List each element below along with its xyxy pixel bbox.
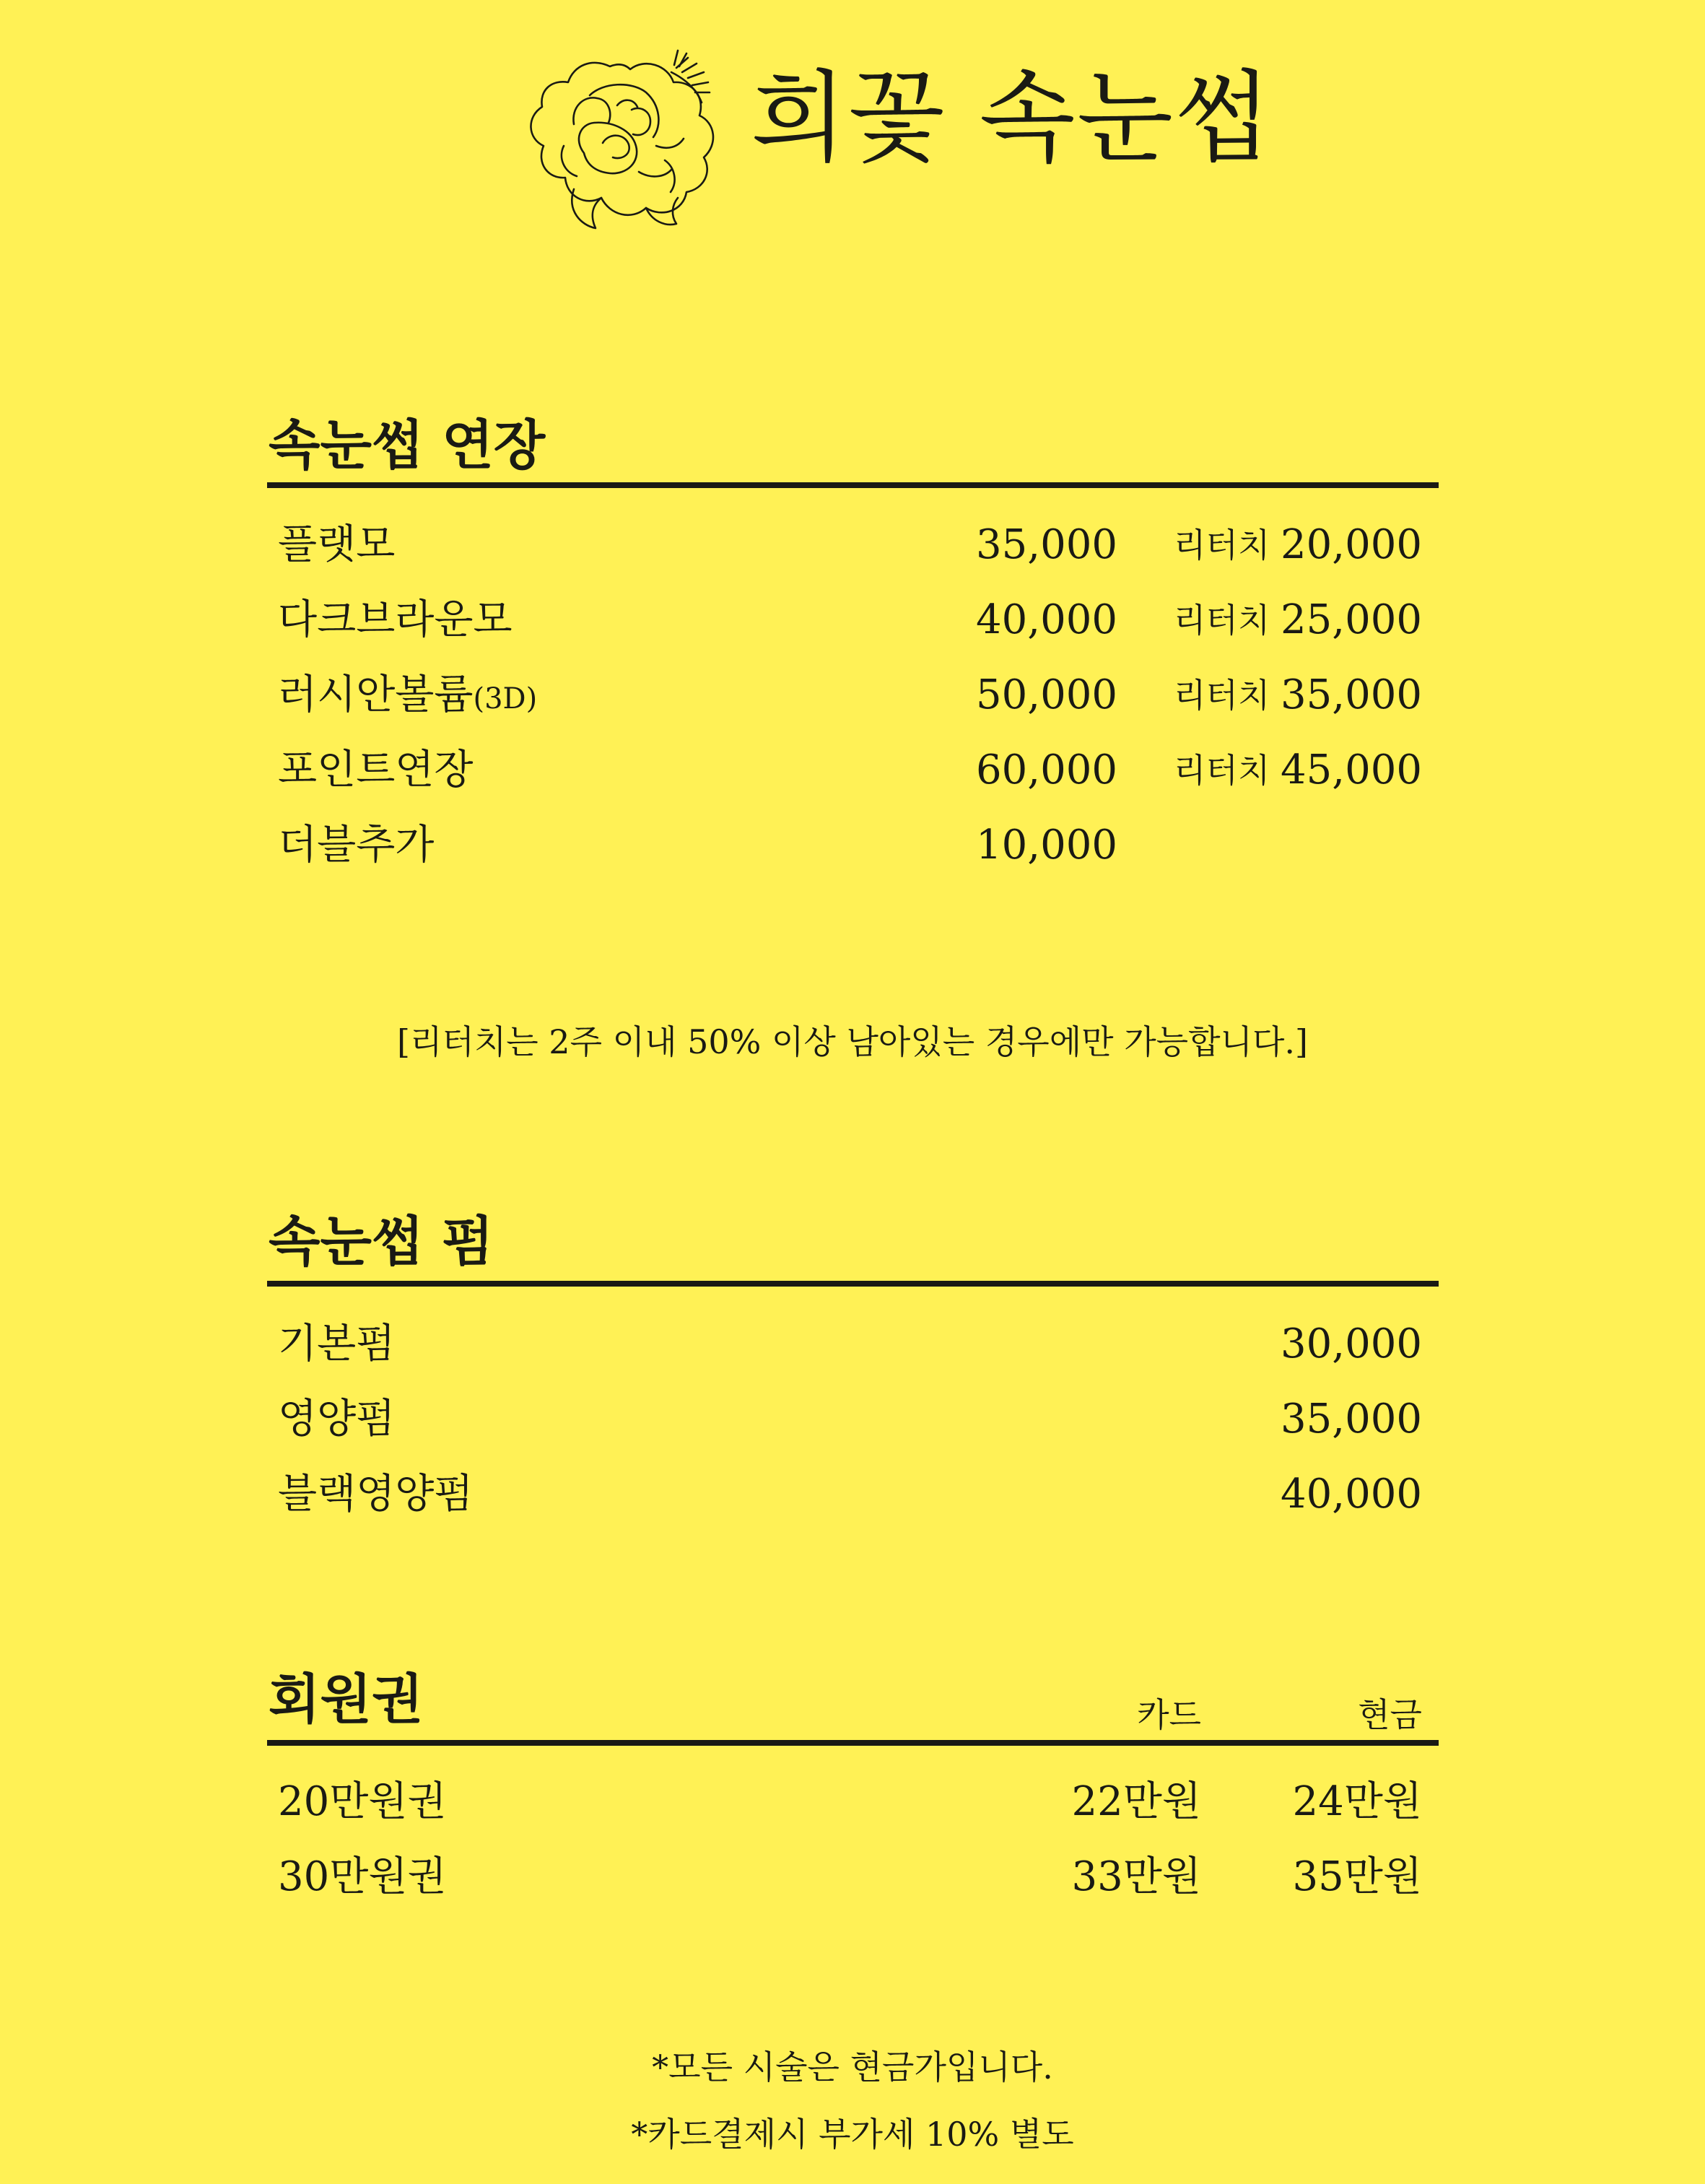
membership-section-title: 회원권	[269, 1669, 424, 1731]
extension-divider	[267, 482, 1439, 488]
item-name: 포인트연장	[278, 747, 474, 793]
perm-row	[0, 1315, 1705, 1373]
item-price: 35,000	[976, 521, 1117, 568]
item-price: 10,000	[976, 822, 1117, 869]
item-price: 40,000	[976, 596, 1117, 643]
cash-price-note: *모든 시술은 현금가입니다.	[652, 2048, 1053, 2087]
retouch-note: [리터치는 2주 이내 50% 이상 남아있는 경우에만 가능합니다.]	[397, 1022, 1308, 1061]
item-price: 50,000	[976, 671, 1117, 718]
extension-section-title: 속눈썹 연장	[269, 414, 546, 477]
item-price: 30,000	[1281, 1321, 1422, 1367]
retouch-price: 45,000	[1281, 747, 1422, 793]
item-name-text: 러시안볼륨	[278, 671, 474, 718]
item-name: 블랙영양펌	[278, 1471, 474, 1518]
item-price: 60,000	[976, 747, 1117, 793]
retouch-label: 리터치	[1174, 601, 1270, 640]
perm-row	[0, 1391, 1705, 1448]
item-price: 40,000	[1281, 1471, 1422, 1518]
item-name: 기본펌	[278, 1321, 396, 1367]
item-name: 20만원권	[278, 1778, 447, 1825]
item-name: 더블추가	[278, 822, 435, 869]
card-price: 33만원	[1071, 1853, 1201, 1900]
perm-section-title: 속눈썹 펌	[269, 1211, 494, 1273]
card-column-header: 카드	[1137, 1695, 1201, 1734]
cash-price: 35만원	[1292, 1853, 1422, 1900]
retouch-label: 리터치	[1174, 751, 1270, 790]
item-name: 영양펌	[278, 1396, 396, 1443]
item-name	[278, 666, 537, 728]
cash-column-header: 현금	[1358, 1695, 1422, 1734]
item-price: 35,000	[1281, 1396, 1422, 1443]
extension-row	[0, 817, 1705, 874]
extension-row	[0, 741, 1705, 799]
brand-name: 희꽃 속눈썹	[751, 60, 1273, 176]
rose-with-eyelashes-icon	[523, 45, 729, 238]
perm-row	[0, 1466, 1705, 1523]
item-name: 30만원권	[278, 1853, 447, 1900]
retouch-label: 리터치	[1174, 526, 1270, 565]
membership-row	[0, 1848, 1705, 1906]
card-price: 22만원	[1071, 1778, 1201, 1825]
extension-row	[0, 666, 1705, 724]
retouch-price: 25,000	[1281, 596, 1422, 643]
header	[0, 0, 1705, 245]
retouch-price: 35,000	[1281, 671, 1422, 718]
extension-row	[0, 516, 1705, 574]
retouch-price: 20,000	[1281, 521, 1422, 568]
item-name: 플랫모	[278, 521, 396, 568]
membership-row	[0, 1773, 1705, 1831]
item-name: 다크브라운모	[278, 596, 513, 643]
card-vat-note: *카드결제시 부가세 10% 별도	[631, 2115, 1074, 2154]
cash-price: 24만원	[1292, 1778, 1422, 1825]
membership-divider	[267, 1740, 1439, 1746]
extension-row	[0, 591, 1705, 649]
perm-divider	[267, 1281, 1439, 1287]
item-name-suffix: (3D)	[473, 682, 538, 715]
retouch-label: 리터치	[1174, 676, 1270, 715]
